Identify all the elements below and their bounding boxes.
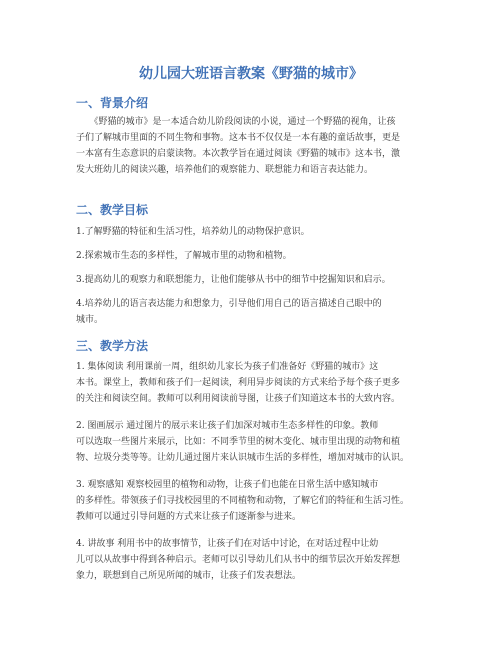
text-line: 2.探索城市生态的多样性，了解城市里的动物和植物。 [76,251,292,261]
text-line: 2. 图画展示 通过图片的展示来让孩子们加深对城市生态多样性的印象。教师 [76,421,379,431]
text-line: 城市。 [76,315,104,325]
document-title: 幼儿园大班语言教案《野猫的城市》 [139,66,363,82]
section-heading-methods: 三、教学方法 [76,339,149,353]
text-line: 3.提高幼儿的观察力和联想能力，让他们能够从书中的细节中挖掘知识和启示。 [76,275,391,285]
text-line: 4.培养幼儿的语言表达能力和想象力，引导他们用自己的语言描述自己眼中的 [76,299,382,309]
text-line: 一本富有生态意识的启蒙读物。本次教学旨在通过阅读《野猫的城市》这本书，激 [76,149,401,159]
goal-item-4 [76,296,432,328]
text-line: 教师可以通过引导问题的方式来让孩子们逐渐参与进来。 [76,512,302,522]
section-heading-goals: 二、教学目标 [76,203,149,217]
text-line: 《野猫的城市》是一本适合幼儿阶段阅读的小说，通过一个野猫的视角，让孩 [76,117,396,127]
paragraph-background [76,114,432,178]
text-line: 4. 讲故事 利用书中的故事情节，让孩子们在对话中讨论，在对话过程中让幼 [76,539,379,549]
method-item-4 [76,536,432,584]
section-heading-background: 一、背景介绍 [76,96,149,110]
text-line: 1.了解野猫的特征和生活习性，培养幼儿的动物保护意识。 [76,227,310,237]
text-line: 物、垃圾分类等等。让幼儿通过图片来认识城市生活的多样性，增加对城市的认识。 [76,453,410,463]
goal-item-1 [76,224,432,240]
goal-item-2 [76,248,432,264]
text-line: 象力，联想到自己所见所闻的城市，让孩子们发表想法。 [76,571,302,581]
text-line: 的多样性。带领孩子们寻找校园里的不同植物和动物，了解它们的特征和生活习性。 [76,496,410,506]
text-line: 儿可以从故事中得到各种启示。老师可以引导幼儿们从书中的细节层次开始发挥想 [76,555,401,565]
method-item-1 [76,359,432,407]
text-line: 本书。课堂上，教师和孩子们一起阅读，利用异步阅读的方式来给予每个孩子更多 [76,378,401,388]
text-line: 可以选取一些图片来展示，比如：不同季节里的树木变化、城市里出现的动物和植 [76,437,401,447]
text-line: 发大班幼儿的阅读兴趣，培养他们的观察能力、联想能力和语言表达能力。 [76,165,374,175]
goal-item-3 [76,272,432,288]
text-line: 3. 观察感知 观察校园里的植物和动物，让孩子们也能在日常生活中感知城市 [76,480,379,490]
text-line: 的关注和阅读空间。教师可以利用阅读前导图，让孩子们知道这本书的大致内容。 [76,394,401,404]
text-line: 子们了解城市里面的不同生物和事物。这本书不仅仅是一本有趣的童话故事，更是 [76,133,401,143]
text-line: 1. 集体阅读 利用课前一周，组织幼儿家长为孩子们准备好《野猫的城市》这 [76,362,379,372]
method-item-2 [76,418,432,466]
method-item-3 [76,477,432,525]
